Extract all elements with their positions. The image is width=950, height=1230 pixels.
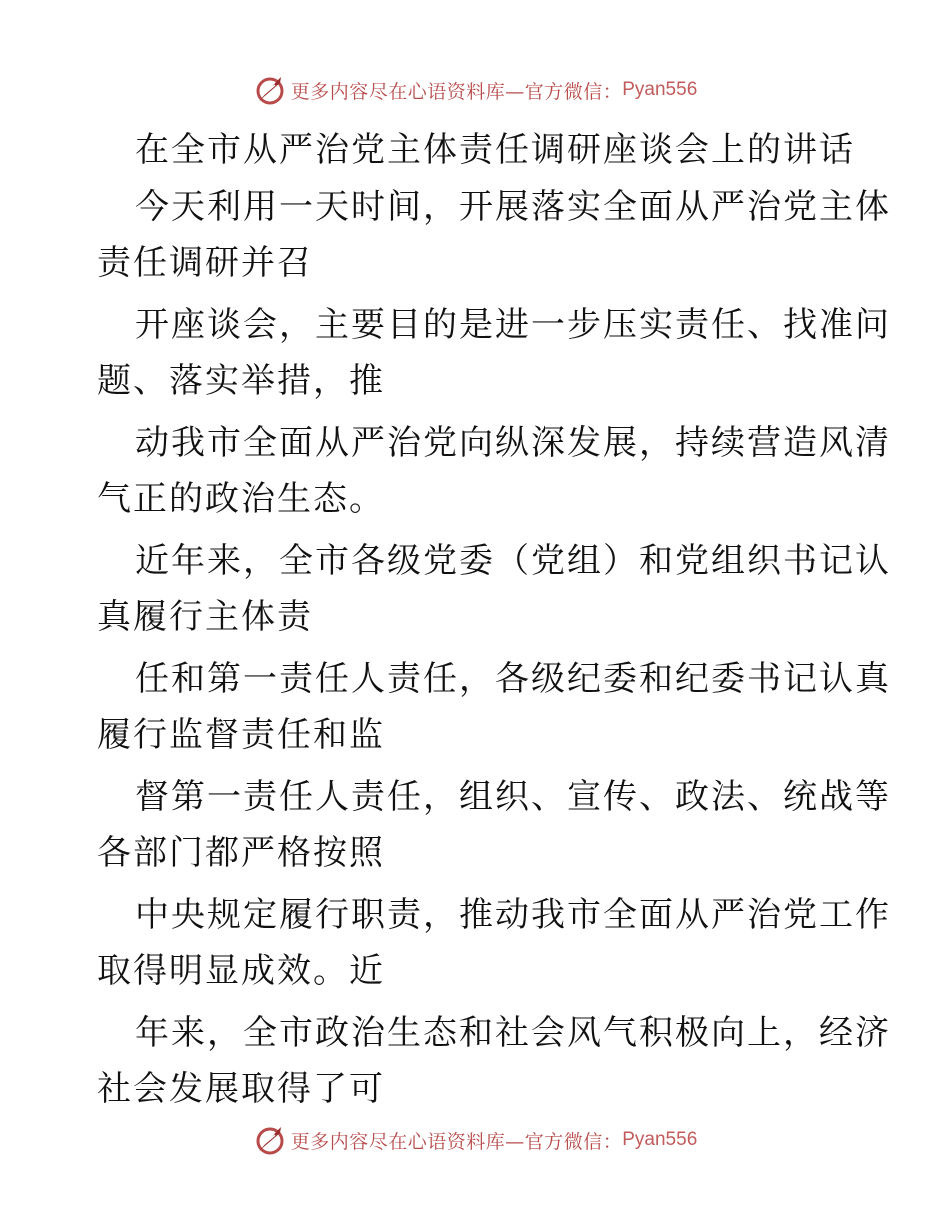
text-line: 中央规定履行职责，推动我市全面从严治党工作	[135, 895, 891, 935]
footer-watermark	[0, 1120, 950, 1160]
watermark-id: Pyan556	[622, 1129, 698, 1150]
watermark-id: Pyan556	[622, 79, 698, 100]
watermark-text: 更多内容尽在心语资料库—官方微信：	[290, 1130, 623, 1153]
document-title: 在全市从严治党主体责任调研座谈会上的讲话	[135, 130, 855, 170]
text-line: 今天利用一天时间，开展落实全面从严治党主体	[135, 187, 891, 227]
text-line: 取得明显成效。近	[97, 951, 385, 991]
text-line: 各部门都严格按照	[97, 833, 385, 873]
header-watermark	[0, 70, 950, 110]
text-line: 年来，全市政治生态和社会风气积极向上，经济	[135, 1013, 891, 1053]
quill-logo-icon	[253, 73, 287, 107]
text-line: 责任调研并召	[97, 243, 313, 283]
text-line: 真履行主体责	[97, 597, 313, 637]
watermark-text: 更多内容尽在心语资料库—官方微信：	[290, 80, 623, 103]
quill-logo-icon	[253, 1123, 287, 1157]
text-line: 开座谈会，主要目的是进一步压实责任、找准问	[135, 305, 891, 345]
text-line: 社会发展取得了可	[97, 1069, 385, 1109]
text-line: 题、落实举措，推	[97, 361, 385, 401]
text-line: 动我市全面从严治党向纵深发展，持续营造风清	[135, 423, 891, 463]
text-line: 任和第一责任人责任，各级纪委和纪委书记认真	[135, 659, 891, 699]
text-line: 履行监督责任和监	[97, 715, 385, 755]
text-line: 气正的政治生态。	[97, 479, 385, 519]
text-line: 督第一责任人责任，组织、宣传、政法、统战等	[135, 777, 891, 817]
text-line: 近年来，全市各级党委（党组）和党组织书记认	[135, 541, 891, 581]
